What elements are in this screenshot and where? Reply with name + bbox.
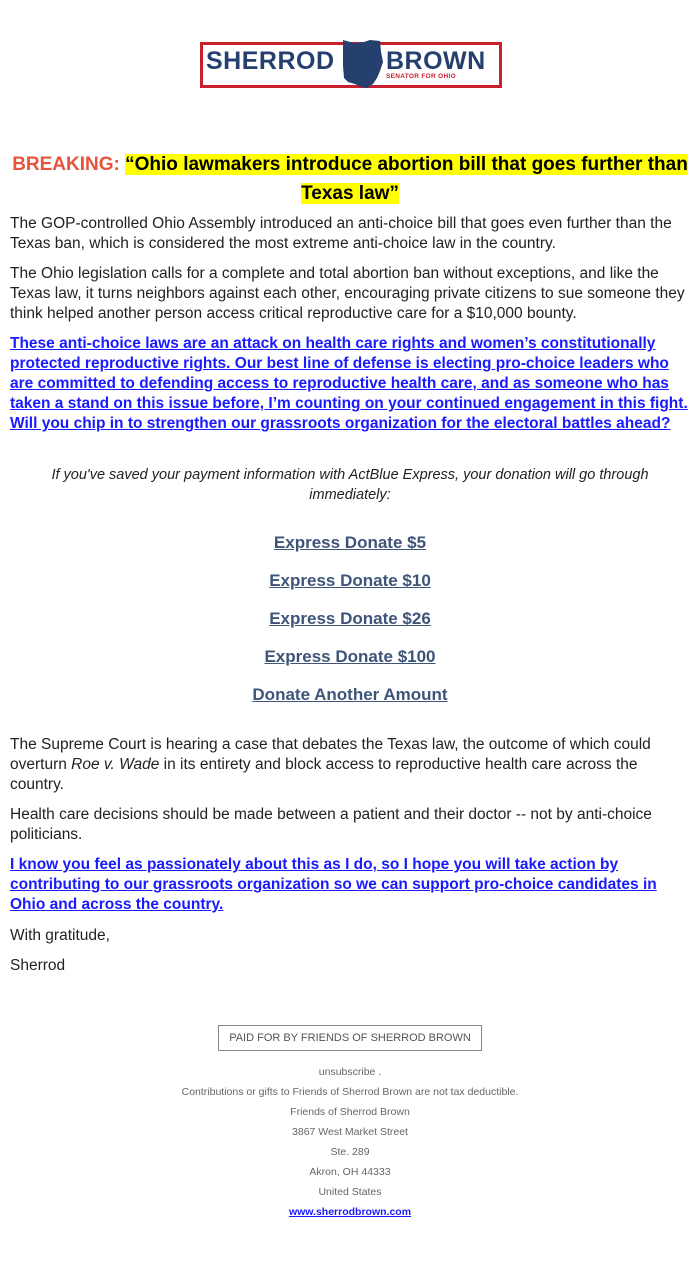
donate-appeal-link-1[interactable]: These anti-choice laws are an attack on health care rights and women’s constitutionally protected reproductive rights. Our best line of defense is electing pro-choice leaders who are committed to defending access to reproductive health care, and as someone who has taken a stand on this issue before, I’m counting on your continued engagement in this fight. Will you chip in to strengthen our grassroots organization for the electoral battles ahead? [10,335,688,432]
logo-subtitle: SENATOR FOR OHIO [386,73,456,80]
express-donate-5-link[interactable]: Express Donate $5 [273,533,427,552]
express-donate-26-link[interactable]: Express Donate $26 [269,609,431,628]
paragraph-1: The GOP-controlled Ohio Assembly introduced an anti-choice bill that goes even further than the Texas ban, which is considered the most extreme anti-choice law in the country. [10,215,672,252]
express-donate-100-link[interactable]: Express Donate $100 [264,647,436,666]
paragraph-4: Health care decisions should be made between a patient and their doctor -- not by anti-choice politicians. [10,806,652,843]
paid-for-disclaimer: PAID FOR BY FRIENDS OF SHERROD BROWN [218,1025,482,1051]
footer-city: Akron, OH 44333 [309,1166,391,1178]
sherrod-brown-logo [200,42,500,86]
p3-text-before: The Supreme Court is hearing a case that debates the Texas law, the outcome of which could overturn [10,736,651,773]
breaking-label: BREAKING: [12,154,120,175]
signature: Sherrod [10,957,66,974]
footer-website-row [0,1205,700,1219]
footer-street: 3867 West Market Street [292,1126,408,1138]
footer-country: United States [318,1186,382,1198]
p3-text-after: in its entirety and block access to reproductive health care across the country. [10,756,638,793]
donate-another-amount-link[interactable]: Donate Another Amount [252,685,448,704]
logo-first-name: SHERROD [206,47,335,75]
footer-suite: Ste. 289 [330,1146,370,1158]
logo-last-name: BROWN [386,47,486,75]
website-link[interactable]: www.sherrodbrown.com [288,1206,412,1218]
footer-org: Friends of Sherrod Brown [290,1106,410,1118]
paragraph-2: The Ohio legislation calls for a complete and total abortion ban without exceptions, and like the Texas law, it turns neighbors against each other, encouraging private citizens to sue someone they think helped another person access critical reproductive care for a $10,000 bounty. [10,265,685,322]
closing: With gratitude, [10,927,110,944]
ohio-state-icon [340,38,386,90]
paragraph-3 [10,735,688,795]
donate-appeal-link-2[interactable]: I know you feel as passionately about this as I do, so I hope you will take action by contributing to our grassroots organization so we can support pro-choice candidates in Ohio and across the country. [10,856,657,913]
express-donate-10-link[interactable]: Express Donate $10 [269,571,431,590]
headline-quote: “Ohio lawmakers introduce abortion bill that goes further than Texas law” [125,154,688,204]
headline [10,150,690,208]
unsubscribe-link[interactable]: unsubscribe . [318,1066,382,1078]
roe-v-wade-italic: Roe v. Wade [71,756,160,773]
actblue-express-note: If you've saved your payment information with ActBlue Express, your donation will go through immediately: [51,467,649,503]
tax-deductible-note: Contributions or gifts to Friends of Sherrod Brown are not tax deductible. [181,1086,519,1098]
